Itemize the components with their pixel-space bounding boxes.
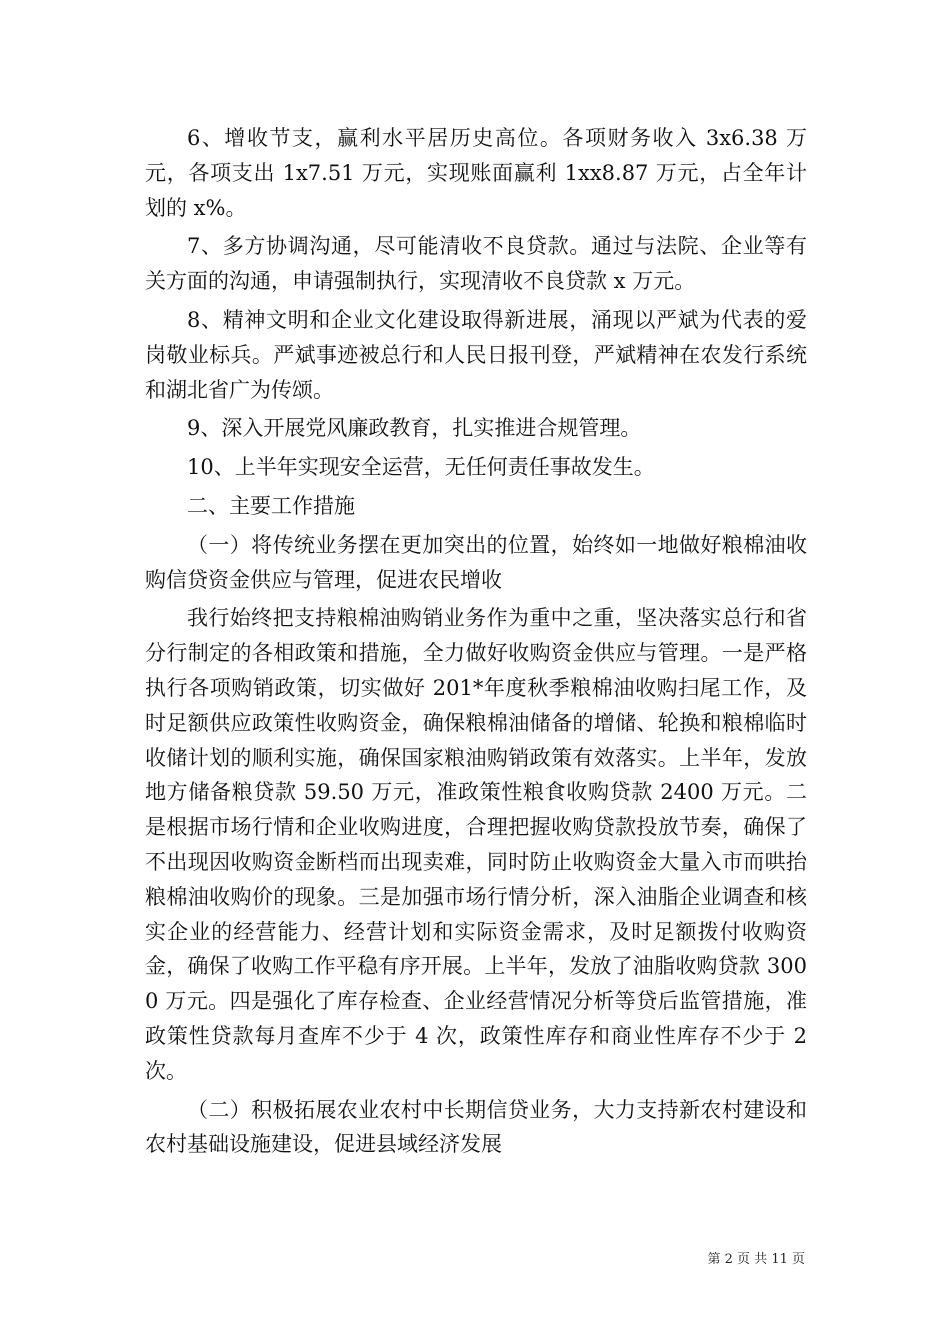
section-heading-measures: 二、主要工作措施 [187, 493, 355, 518]
subsection-heading-2: （二）积极拓展农业农村中长期信贷业务，大力支持新农村建设和农村基础设施建设，促进县域经济发展 [145, 1097, 807, 1157]
paragraph-6: 6、增收节支，赢利水平居历史高位。各项财务收入 3x6.38 万元，各项支出 1x7.51 万元，实现账面赢利 1xx8.87 万元，占全年计划的 x%。 [145, 126, 807, 220]
document-body [145, 121, 807, 1162]
paragraph-grain-purchase: 我行始终把支持粮棉油购销业务作为重中之重，坚决落实总行和省分行制定的各相政策和措施，全力做好收购资金供应与管理。一是严格执行各项购销政策，切实做好 201*年度秋季粮棉油收购扫尾工作，及时足额供应政策性收购资金，确保粮棉油储备的增储、轮换和粮棉临时收储计划的顺利实施，确保国家粮油购销政策有效落实。上半年，发放地方储备粮贷款 59.50 万元，准政策性粮食收购贷款 2400 万元。二是根据市场行情和企业收购进度，合理把握收购贷款投放节奏，确保了不出现因收购资金断档而出现卖难，同时防止收购资金大量入市而哄抬粮棉油收购价的现象。三是加强市场行情分析，深入油脂企业调查和核实企业的经营能力、经营计划和实际资金需求，及时足额拨付收购资金，确保了收购工作平稳有序开展。上半年，发放了油脂收购贷款 3000 万元。四是强化了库存检查、企业经营情况分析等贷后监管措施，准政策性贷款每月查库不少于 4 次，政策性库存和商业性库存不少于 2 次。 [145, 606, 807, 1083]
paragraph-7: 7、多方协调沟通，尽可能清收不良贷款。通过与法院、企业等有关方面的沟通，申请强制执行，实现清收不良贷款 x 万元。 [145, 234, 807, 294]
paragraph-10: 10、上半年实现安全运营，无任何责任事故发生。 [187, 455, 655, 480]
paragraph-8: 8、精神文明和企业文化建设取得新进展，涌现以严斌为代表的爱岗敬业标兵。严斌事迹被总行和人民日报刊登，严斌精神在农发行系统和湖北省广为传颂。 [145, 307, 807, 402]
subsection-heading-1: （一）将传统业务摆在更加突出的位置，始终如一地做好粮棉油收购信贷资金供应与管理，促进农民增收 [145, 532, 807, 592]
page-number-footer: 第 2 页 共 11 页 [707, 1252, 805, 1267]
paragraph-9: 9、深入开展党风廉政教育，扎实推进合规管理。 [187, 416, 642, 441]
